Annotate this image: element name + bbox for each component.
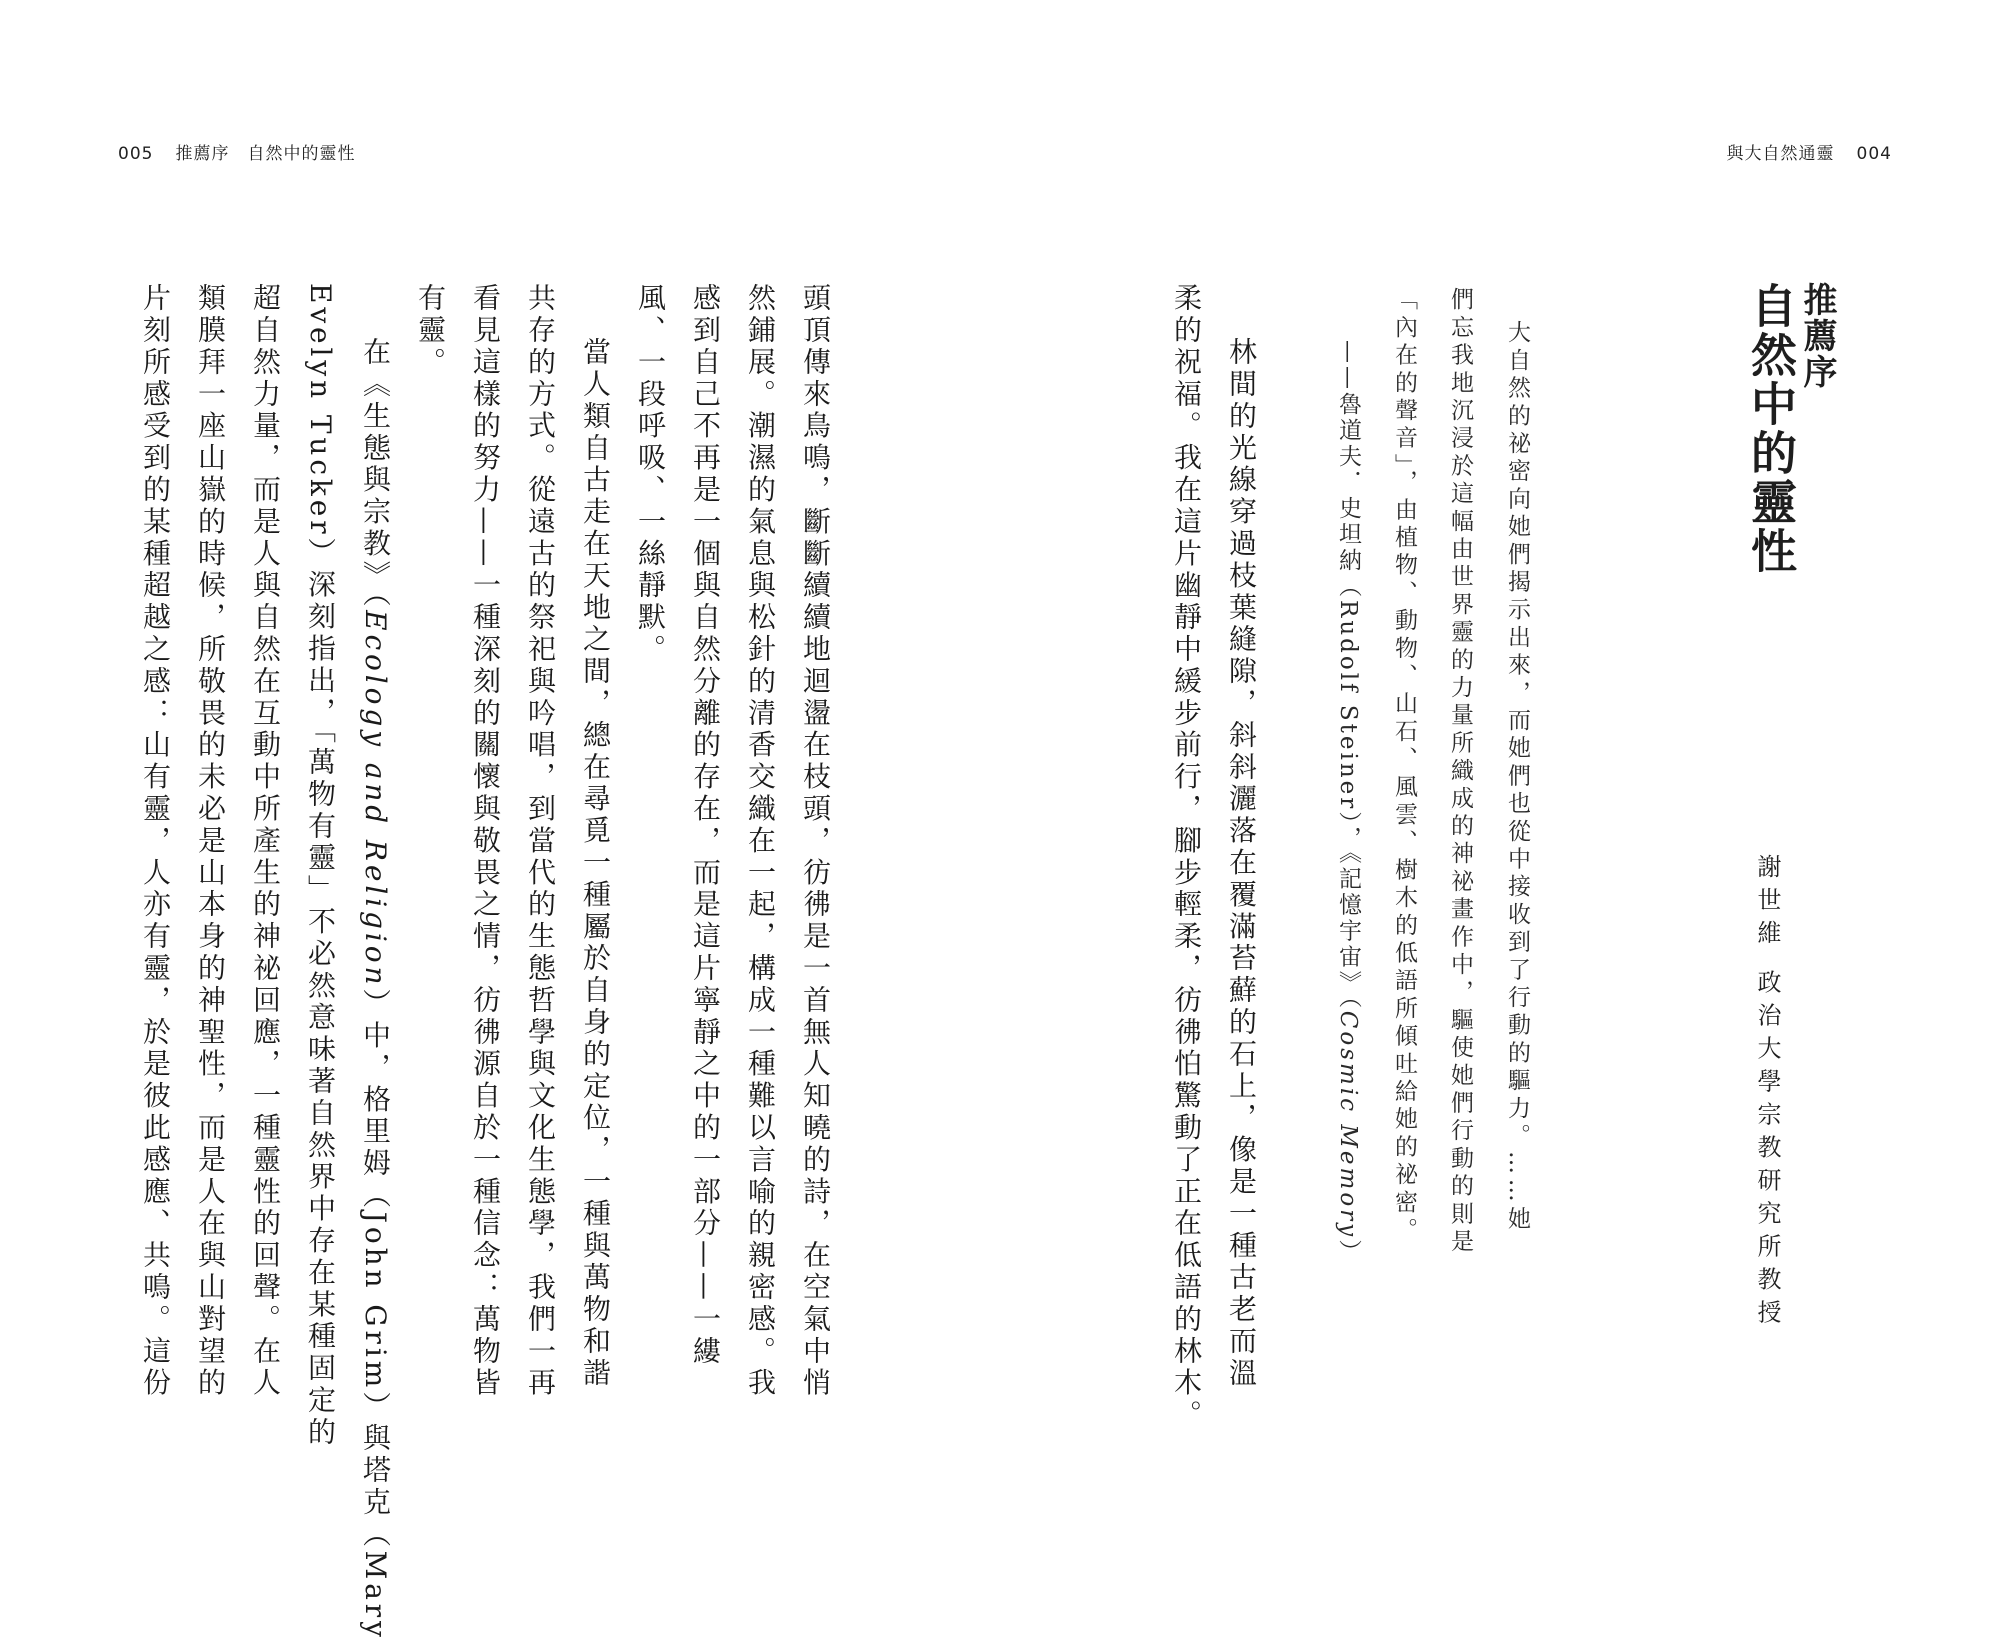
- left-page-header: [118, 139, 355, 164]
- body-column-8: 共存的方式。從遠古的祭祀與吟唱，到當代的生態哲學與文化生態學，我們一再: [524, 283, 557, 1400]
- body-column-7: 當人類自古走在天地之間，總在尋覓一種屬於自身的定位，一種與萬物和諧: [579, 337, 612, 1390]
- col11-book-title: Ecology and Religion: [359, 610, 392, 989]
- epigraph-line-3: 「內在的聲音」，由植物、動物、山石、風雲、樹木的低語所傾吐給她的祕密。: [1391, 287, 1417, 1245]
- body-column-11: [359, 337, 392, 1641]
- left-running-title: 推薦序 自然中的靈性: [175, 144, 356, 164]
- epigraph-attribution: [1336, 340, 1359, 1265]
- body-column-5: 感到自己不再是一個與自然分離的存在，而是這片寧靜之中的一部分——一縷: [689, 283, 722, 1368]
- body-column-1: 林間的光線穿過枝葉縫隙，斜斜灑落在覆滿苔蘚的石上，像是一種古老而溫: [1225, 337, 1258, 1390]
- body-column-10: 有靈。: [414, 283, 447, 379]
- body-column-4: 然鋪展。潮濕的氣息與松針的清香交織在一起，構成一種難以言喻的親密感。我: [744, 283, 777, 1400]
- body-column-9: 看見這樣的努力——一種深刻的關懷與敬畏之情，彷彿源自於一種信念：萬物皆: [469, 283, 502, 1400]
- attribution-book-title: Cosmic Memory: [1335, 1010, 1361, 1240]
- body-column-3: 頭頂傳來鳥鳴，斷斷續續地迴盪在枝頭，彷彿是一首無人知曉的詩，在空氣中悄: [799, 283, 832, 1400]
- body-column-12: Evelyn Tucker）深刻指出，「萬物有靈」不必然意味著自然界中存在某種固定的: [304, 283, 337, 1449]
- body-column-6: 風、一段呼吸、一絲靜默。: [634, 283, 667, 666]
- body-column-2: 柔的祝福。我在這片幽靜中緩步前行，腳步輕柔，彷彿怕驚動了正在低語的林木。: [1170, 283, 1203, 1432]
- col11-text-a: 在《生態與宗教》（: [359, 337, 392, 611]
- left-page-number: 005: [118, 144, 154, 164]
- right-page-number: 004: [1856, 144, 1892, 164]
- preface-title: 自然中的靈性: [1744, 282, 1798, 576]
- attribution-prefix: ——魯道夫．史坦納（Rudolf Steiner），《記憶宇宙》（: [1335, 340, 1361, 1011]
- body-column-13: 超自然力量，而是人與自然在互動中所產生的神祕回應，一種靈性的回聲。在人: [249, 283, 282, 1400]
- right-running-title: 與大自然通靈: [1726, 144, 1835, 164]
- right-page-header: [1727, 139, 1892, 164]
- body-column-15: 片刻所感受到的某種超越之感：山有靈，人亦有靈，於是彼此感應、共鳴。這份: [139, 283, 172, 1400]
- epigraph-line-1: 大自然的祕密向她們揭示出來，而她們也從中接收到了行動的驅力。……她: [1504, 320, 1530, 1235]
- epigraph-line-2: 們忘我地沉浸於這幅由世界靈的力量所織成的神祕畫作中，驅使她們行動的則是: [1447, 287, 1473, 1257]
- attribution-suffix: ）: [1335, 1239, 1361, 1266]
- preface-label: 推薦序: [1797, 282, 1837, 390]
- preface-author: 謝世維 政治大學宗教研究所教授: [1753, 854, 1781, 1333]
- col11-text-b: ）中，格里姆（John Grim）與塔克（Mary: [359, 988, 392, 1641]
- body-column-14: 類膜拜一座山嶽的時候，所敬畏的未必是山本身的神聖性，而是人在與山對望的: [194, 283, 227, 1400]
